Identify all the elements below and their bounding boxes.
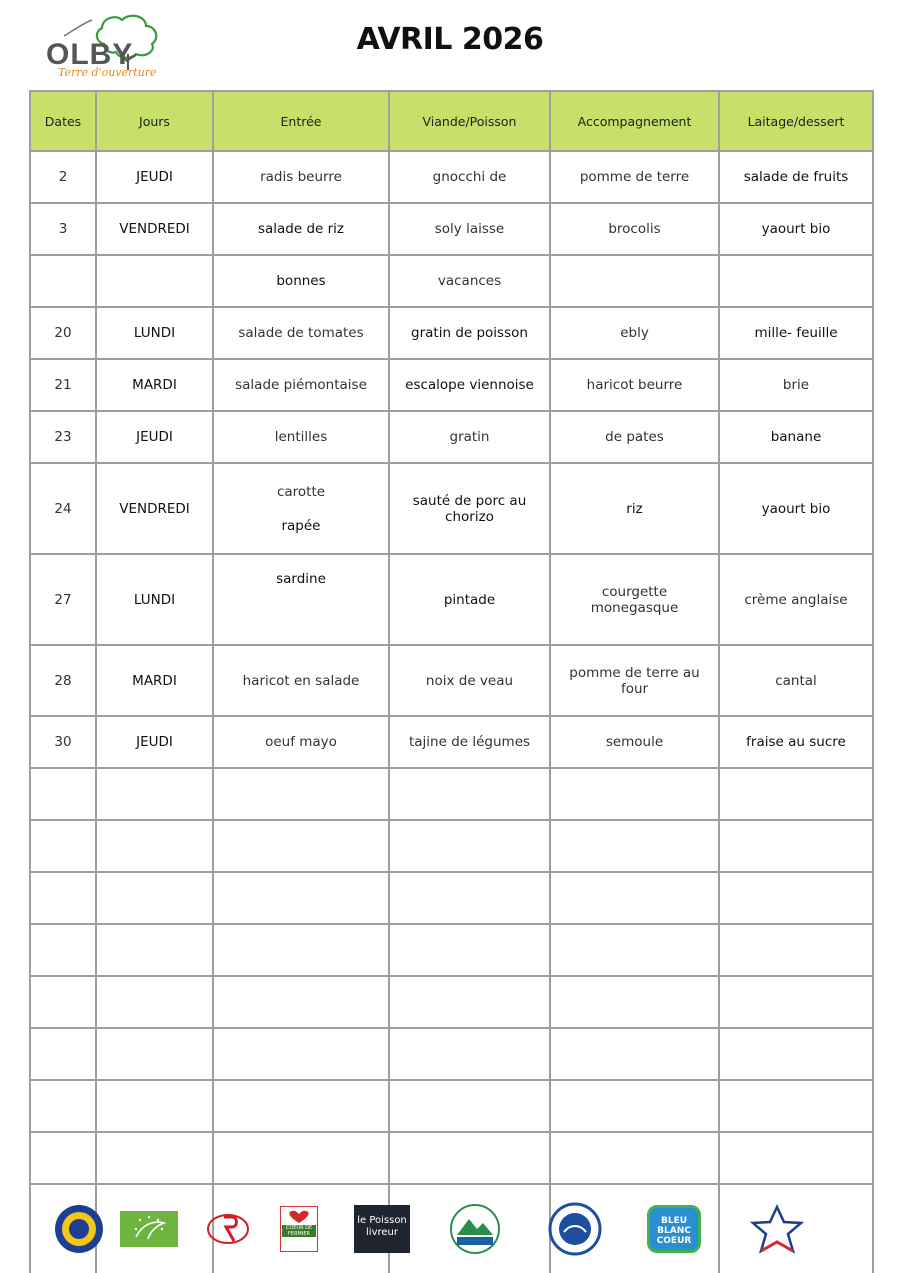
cell-entree: lentilles — [213, 411, 389, 463]
cell-accomp: semoule — [550, 716, 719, 768]
produit-montagne-icon — [447, 1190, 503, 1268]
cell-entree: radis beurre — [213, 151, 389, 203]
cell-accomp: pomme de terre au four — [550, 645, 719, 716]
cell-entree: haricot en salade — [213, 645, 389, 716]
cell-viande: gnocchi de — [389, 151, 550, 203]
bleu-blanc-coeur-icon — [643, 1190, 705, 1268]
col-dessert: Laitage/dessert — [719, 91, 873, 151]
table-row — [30, 716, 873, 768]
cell-viande: gratin — [389, 411, 550, 463]
cell-viande: noix de veau — [389, 645, 550, 716]
col-accompagnement: Accompagnement — [550, 91, 719, 151]
cell-entree: salade de tomates — [213, 307, 389, 359]
cell-dessert: salade de fruits — [719, 151, 873, 203]
cell-date — [30, 255, 96, 307]
cell-accomp: ebly — [550, 307, 719, 359]
cell-dessert: crème anglaise — [719, 554, 873, 645]
col-viande: Viande/Poisson — [389, 91, 550, 151]
cell-accomp: brocolis — [550, 203, 719, 255]
cell-date: 23 — [30, 411, 96, 463]
empty-row — [30, 976, 873, 1028]
cell-accomp: pomme de terre — [550, 151, 719, 203]
cell-date: 28 — [30, 645, 96, 716]
cell-accomp: haricot beurre — [550, 359, 719, 411]
cell-entree: sardine — [213, 554, 389, 645]
cell-date: 3 — [30, 203, 96, 255]
olby-logo — [44, 10, 174, 85]
cell-date: 24 — [30, 463, 96, 554]
logo-name: OLBY — [46, 38, 134, 71]
peche-durable-icon — [547, 1190, 603, 1268]
cell-jour: LUNDI — [96, 554, 213, 645]
table-row — [30, 645, 873, 716]
cell-viande: escalope viennoise — [389, 359, 550, 411]
table-row — [30, 359, 873, 411]
cell-jour: VENDREDI — [96, 463, 213, 554]
cell-date: 20 — [30, 307, 96, 359]
empty-row — [30, 1080, 873, 1132]
cell-viande: pintade — [389, 554, 550, 645]
cell-jour — [96, 255, 213, 307]
empty-row — [30, 924, 873, 976]
table-row — [30, 255, 873, 307]
cell-jour: JEUDI — [96, 411, 213, 463]
cell-accomp — [550, 255, 719, 307]
cell-accomp: riz — [550, 463, 719, 554]
empty-row — [30, 1132, 873, 1184]
page-title: AVRIL 2026 — [356, 22, 544, 57]
cell-accomp: de pates — [550, 411, 719, 463]
cell-jour: LUNDI — [96, 307, 213, 359]
cell-dessert: yaourt bio — [719, 463, 873, 554]
igp-label-icon — [51, 1190, 107, 1268]
cell-entree-line1: carotte — [276, 483, 326, 500]
cell-dessert: fraise au sucre — [719, 716, 873, 768]
col-jours: Jours — [96, 91, 213, 151]
cell-viande: vacances — [389, 255, 550, 307]
cell-dessert: mille- feuille — [719, 307, 873, 359]
logo-tagline: Terre d'ouverture — [58, 66, 157, 79]
cell-entree-line2: rapée — [281, 517, 321, 534]
eu-organic-icon — [119, 1190, 179, 1268]
cell-viande: sauté de porc au chorizo — [389, 463, 550, 554]
empty-row — [30, 820, 873, 872]
cell-entree: bonnes — [213, 255, 389, 307]
cell-accomp: courgette monegasque — [550, 554, 719, 645]
quality-labels — [29, 1190, 872, 1273]
table-row — [30, 411, 873, 463]
coeur-label-text: COEUR DE FERMIER — [282, 1225, 316, 1237]
cell-jour: VENDREDI — [96, 203, 213, 255]
menu-table — [29, 90, 874, 1273]
cell-date: 2 — [30, 151, 96, 203]
viande-francaise-icon — [747, 1190, 807, 1268]
table-row — [30, 463, 873, 554]
table-row — [30, 554, 873, 645]
empty-row — [30, 768, 873, 820]
cell-entree — [213, 463, 389, 554]
cell-viande: gratin de poisson — [389, 307, 550, 359]
bbc-label-text: BLEU BLANC COEUR — [647, 1205, 701, 1253]
cell-dessert: cantal — [719, 645, 873, 716]
poisson-livreur-icon — [353, 1190, 411, 1268]
cell-entree: oeuf mayo — [213, 716, 389, 768]
coeur-de-fermier-icon — [277, 1190, 321, 1268]
cell-entree: salade piémontaise — [213, 359, 389, 411]
empty-row — [30, 1028, 873, 1080]
header-row — [30, 91, 873, 151]
col-entree: Entrée — [213, 91, 389, 151]
empty-row — [30, 872, 873, 924]
table-row — [30, 203, 873, 255]
poisson-label-text: le Poisson livreur — [354, 1205, 410, 1253]
cell-dessert — [719, 255, 873, 307]
cell-viande: tajine de légumes — [389, 716, 550, 768]
table-row — [30, 151, 873, 203]
cell-jour: MARDI — [96, 359, 213, 411]
cell-date: 27 — [30, 554, 96, 645]
table-row — [30, 307, 873, 359]
cell-jour: MARDI — [96, 645, 213, 716]
cell-jour: JEUDI — [96, 151, 213, 203]
cell-viande: soly laisse — [389, 203, 550, 255]
cell-date: 30 — [30, 716, 96, 768]
col-dates: Dates — [30, 91, 96, 151]
cell-dessert: banane — [719, 411, 873, 463]
cell-dessert: brie — [719, 359, 873, 411]
label-rouge-icon — [203, 1190, 253, 1268]
cell-date: 21 — [30, 359, 96, 411]
cell-entree: salade de riz — [213, 203, 389, 255]
cell-dessert: yaourt bio — [719, 203, 873, 255]
cell-jour: JEUDI — [96, 716, 213, 768]
